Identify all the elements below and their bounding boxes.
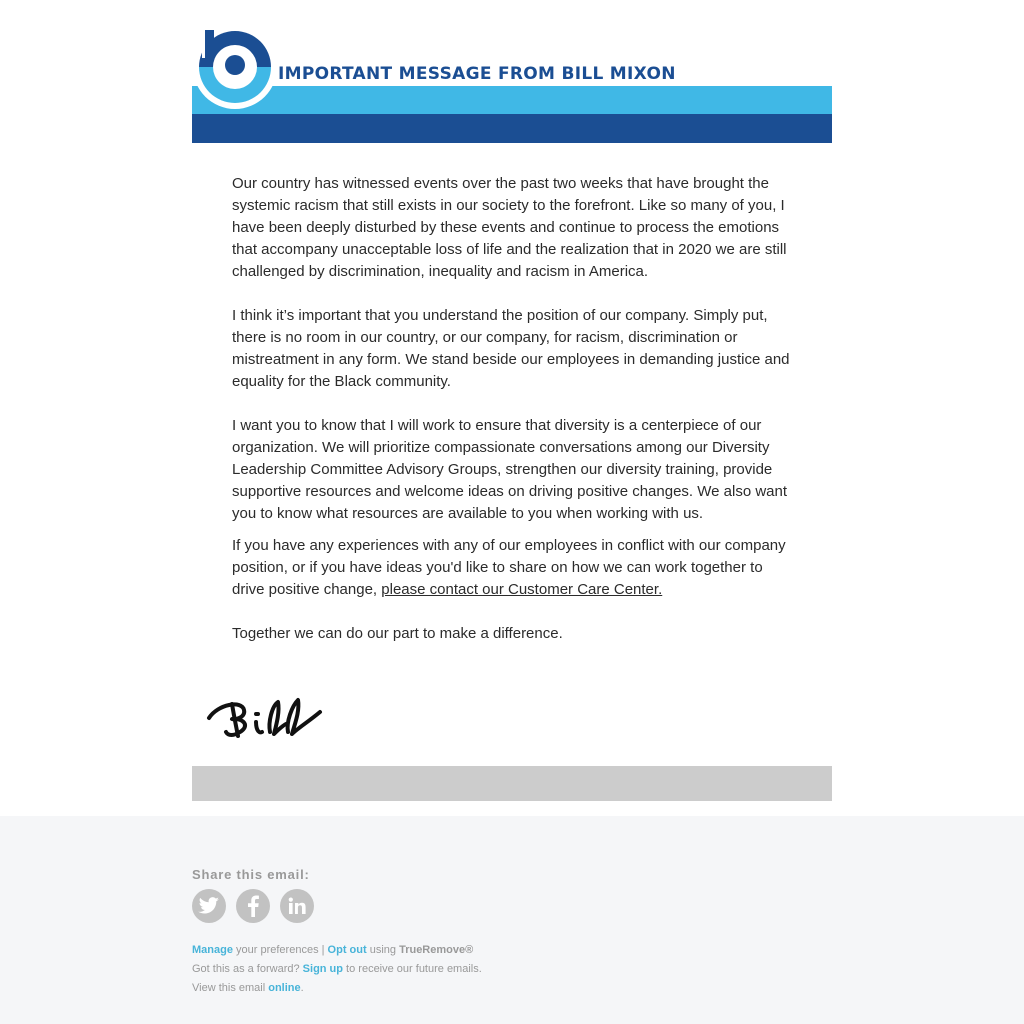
email-footer: [0, 816, 1024, 1024]
footer-text: View this email: [192, 982, 269, 994]
paragraph-3: I want you to know that I will work to ensure that diversity is a centerpiece of our organization. We will prioritize compassionate conversations among our Diversity Leadership Committee Advisory Groups, strengthen our diversity training, provide supportive resources and welcome ideas on driving positive changes. We also want you to know what resources are available to you when working with us.: [232, 417, 788, 522]
linkedin-share-button[interactable]: [280, 889, 314, 923]
facebook-share-button[interactable]: [236, 889, 270, 923]
twitter-icon: [198, 897, 220, 915]
paragraph-5: Together we can do our part to make a difference.: [232, 625, 563, 642]
footer-text: Got this as a forward?: [192, 963, 303, 975]
footer-text: using: [366, 944, 400, 956]
signature-image: [204, 692, 328, 744]
footer-forward-line: [192, 963, 482, 975]
sign-up-link[interactable]: Sign up: [302, 963, 343, 975]
opt-out-link[interactable]: Opt out: [327, 944, 367, 956]
message-body: [232, 173, 798, 645]
footer-preferences-line: [192, 944, 473, 956]
header-title: IMPORTANT MESSAGE FROM BILL MIXON: [278, 64, 676, 84]
twitter-share-button[interactable]: [192, 889, 226, 923]
trueremove-brand: TrueRemove®: [399, 944, 474, 956]
linkedin-icon: [288, 897, 306, 915]
paragraph-4: [232, 535, 798, 601]
view-online-link[interactable]: online: [268, 982, 301, 994]
customer-care-link[interactable]: please contact our Customer Care Center.: [381, 581, 663, 598]
share-label: Share this email:: [192, 867, 310, 882]
company-logo-icon: [192, 24, 278, 110]
manage-link[interactable]: Manage: [192, 944, 233, 956]
paragraph-1: Our country has witnessed events over the past two weeks that have brought the systemic racism that still exists in our society to the forefront. Like so many of you, I have been deeply disturbed by these events and continue to process the emotions that accompany unacceptable loss of life and the realization that in 2020 we are still challenged by discrimination, inequality and racism in America.: [232, 175, 787, 280]
footer-text: .: [300, 982, 304, 994]
facebook-icon: [247, 895, 259, 917]
paragraph-2: I think it’s important that you understand the position of our company. Simply put, there is no room in our country, or our company, for racism, discrimination or mistreatment in any form. We stand beside our employees in demanding justice and equality for the Black community.: [232, 307, 790, 390]
footer-text: your preferences |: [232, 944, 328, 956]
footer-text: to receive our future emails.: [343, 963, 482, 975]
banner-light-band: [192, 86, 832, 115]
paragraph-4-text: If you have any experiences with any of our employees in conflict with our company position, or if you have ideas you'd like to share on how we can work together to drive positive change,: [232, 537, 786, 598]
gray-divider-bar: [192, 766, 832, 801]
header-banner: [192, 0, 832, 143]
banner-dark-band: [192, 114, 832, 143]
footer-online-line: [192, 982, 304, 994]
